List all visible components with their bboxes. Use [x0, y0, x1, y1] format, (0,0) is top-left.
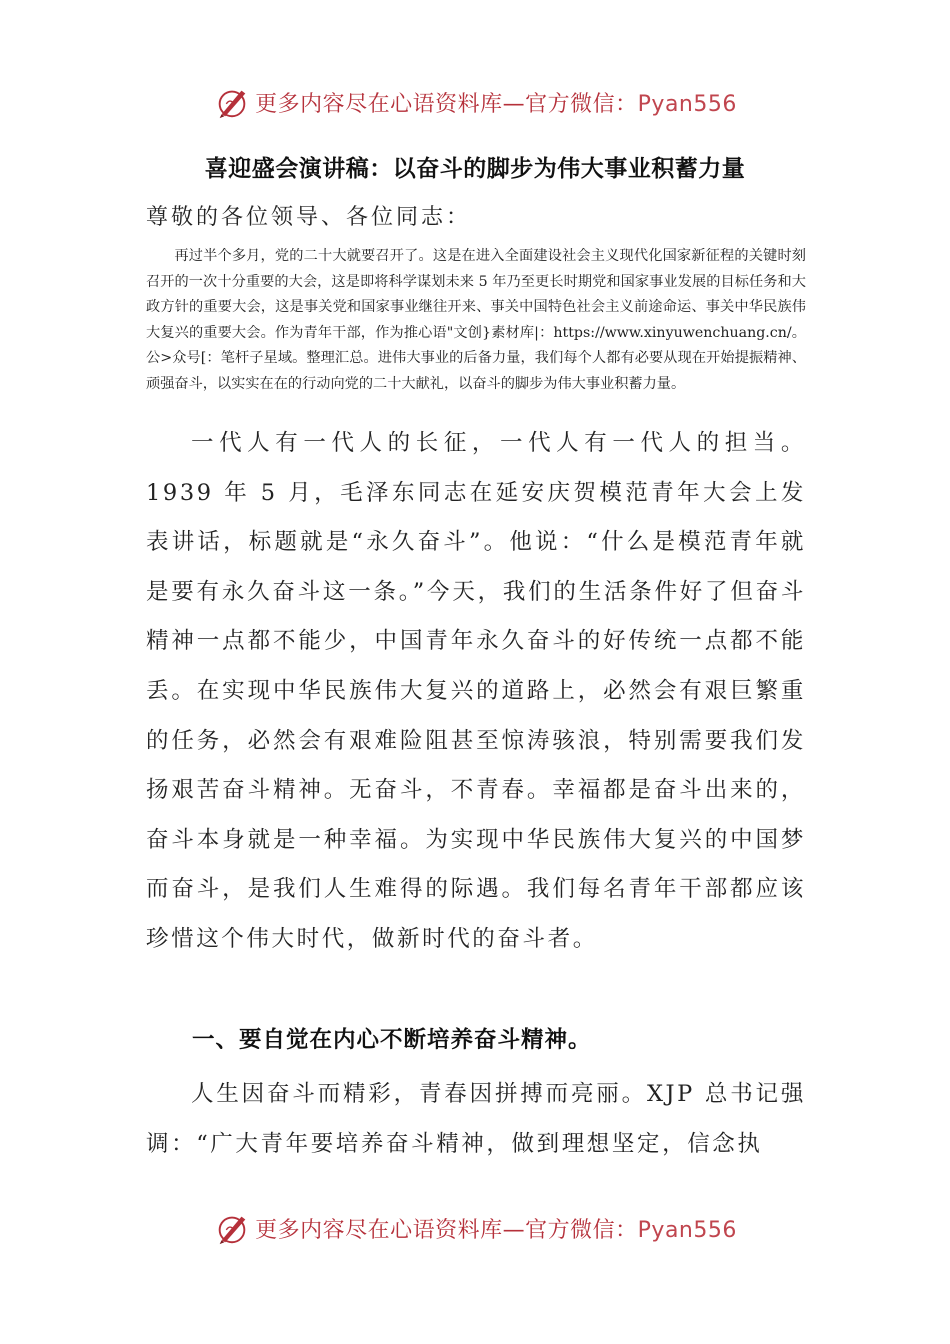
banner-text	[255, 1213, 737, 1244]
pen-logo-icon	[213, 1209, 251, 1247]
wechat-handle: Pyan556	[637, 1217, 737, 1243]
section-heading-1: 一、要自觉在内心不断培养奋斗精神。	[192, 1027, 592, 1053]
wechat-handle: Pyan556	[637, 91, 737, 117]
banner-text	[255, 87, 737, 118]
salutation: 尊敬的各位领导、各位同志：	[146, 205, 472, 230]
footer-banner	[0, 1206, 950, 1250]
header-banner	[0, 80, 950, 124]
intro-paragraph: 再过半个多月，党的二十大就要召开了。这是在进入全面建设社会主义现代化国家新征程的关键时刻召开的一次十分重要的大会，这是即将科学谋划未来 5 年乃至更长时期党和国家事业发展的目标任务和大政方针的重要大会，这是事关党和国家事业继往开来、事关中国特色社会主义前途命运、事关中华民族伟大复兴的重要大会。作为青年干部，作为推心语"文创}素材库|：https://www.xinyuwenchuang.cn/。公>众号[：笔杆子星域。整理汇总。进伟大事业的后备力量，我们每个人都有必要从现在开始提振精神、顽强奋斗，以实实在在的行动向党的二十大献礼，以奋斗的脚步为伟大事业积蓄力量。	[146, 248, 806, 392]
pen-logo-icon	[213, 83, 251, 121]
body-paragraph-2: 人生因奋斗而精彩，青春因拼搏而亮丽。XJP 总书记强调：“广大青年要培养奋斗精神，做到理想坚定，信念执	[146, 1081, 806, 1157]
body-paragraph-1: 一代人有一代人的长征，一代人有一代人的担当。1939 年 5 月，毛泽东同志在延安庆贺模范青年大会上发表讲话，标题就是“永久奋斗”。他说：“什么是模范青年就是要有永久奋斗这一条。”今天，我们的生活条件好了但奋斗精神一点都不能少，中国青年永久奋斗的好传统一点都不能丢。在实现中华民族伟大复兴的道路上，必然会有艰巨繁重的任务，必然会有艰难险阻甚至惊涛骇浪，特别需要我们发扬艰苦奋斗精神。无奋斗，不青春。幸福都是奋斗出来的，奋斗本身就是一种幸福。为实现中华民族伟大复兴的中国梦而奋斗，是我们人生难得的际遇。我们每名青年干部都应该珍惜这个伟大时代，做新时代的奋斗者。	[146, 430, 806, 952]
banner-slogan: 更多内容尽在心语资料库—官方微信：	[255, 1217, 638, 1243]
banner-slogan: 更多内容尽在心语资料库—官方微信：	[255, 91, 638, 117]
document-title: 喜迎盛会演讲稿：以奋斗的脚步为伟大事业积蓄力量	[204, 156, 746, 182]
